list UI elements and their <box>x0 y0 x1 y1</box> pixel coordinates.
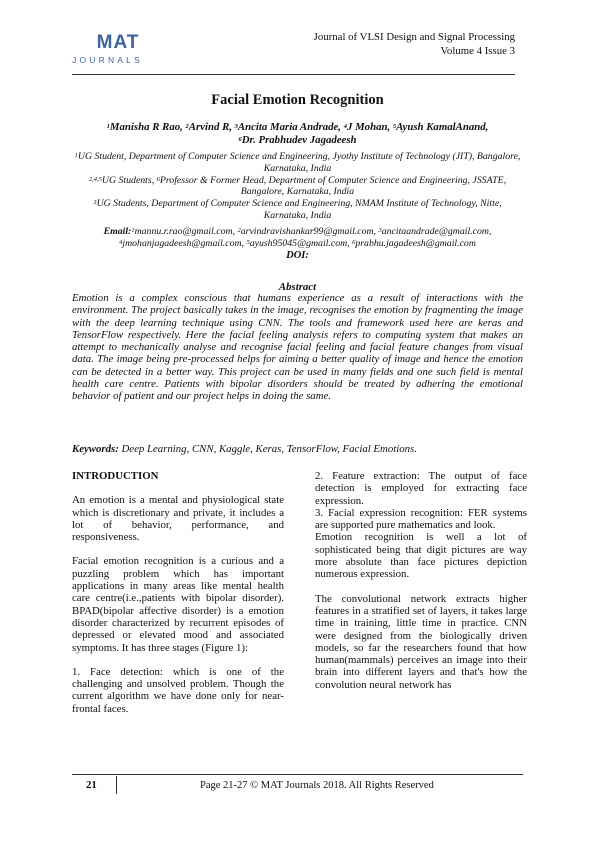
affiliation-text: Professor & Former Head, Department of Computer Science and Engineering, JSSATE, Bangalore, Karnataka, India <box>159 174 507 198</box>
author-name: Ayush KamalAnand, <box>396 121 489 133</box>
author-list <box>72 121 523 147</box>
author-sup: 6 <box>238 136 242 143</box>
author-name: Dr. Prabhudev Jagadeesh <box>241 134 357 146</box>
abstract-heading: Abstract <box>278 281 317 293</box>
affiliation-sup: 3 <box>93 199 97 207</box>
author-line-1 <box>72 121 523 134</box>
affiliation-sup: 1 <box>74 152 78 159</box>
footer-rule <box>72 774 523 775</box>
logo-mat-text: MAT <box>96 32 140 53</box>
affiliation-text: UG Student, Department of Computer Science and Engineering, Jyothy Institute of Technology (JIT), Bangalore, Karnataka, India <box>77 151 521 174</box>
email-sup: 4 <box>119 238 123 246</box>
author-name: J Mohan, <box>346 121 393 133</box>
email-address: jmohanjagadeesh@gmail.com, <box>122 237 247 249</box>
author-name: Arvind R, <box>188 121 235 133</box>
email-line-2 <box>72 238 523 250</box>
keywords-label: Keywords: <box>72 443 119 455</box>
affiliation-sup: 2,4,5 <box>88 175 102 183</box>
affiliation-text: UG Students, Department of Computer Science and Engineering, NMAM Institute of Technology, Nitte, Karnataka, India <box>96 198 502 221</box>
email-address: mannu.r.rao@gmail.com, <box>134 226 238 237</box>
affiliation-sup: 6 <box>156 175 160 183</box>
abstract-body: Emotion is a complex conscious that humans experience as a result of interactions with the environment. The project basically takes in the image, recognises the emotion by fragmenting the image with the deep learning technique using CNN. The tools and framework used here are keras and TensorFlow respectively. Here the facial feeling analysis refers to computing system that makes an attempt to mechanically analyse and recognise facial feeling and facial feature changes from visual data. The image being pre-processed helps for aiming a better quality of image and hence the emotion can be detected in a better way. This project can be used in many fields and one such field is mental health care centre. Patients with bipolar disorders should be treated by adhering the emotional behavior of patient and our project helps in doing the same. <box>72 292 523 403</box>
email-sup: 6 <box>352 238 356 246</box>
email-sup: 5 <box>246 238 250 246</box>
email-address: ayush95045@gmail.com, <box>249 237 353 249</box>
paragraph: An emotion is a mental and physiological state which is discretionary and private, it includes a lot of behavior, performance, and responsiveness. <box>72 494 284 544</box>
doi-label: DOI: <box>286 250 309 261</box>
author-name: Ancita Maria Andrade, <box>237 121 344 133</box>
email-line-1 <box>72 226 523 238</box>
author-sup: 3 <box>234 123 238 130</box>
email-label: Email: <box>103 226 132 237</box>
header-rule <box>72 74 515 75</box>
footer-divider <box>116 776 117 794</box>
paragraph: 3. Facial expression recognition: FER systems are supported pure mathematics and look. <box>315 506 527 532</box>
left-column <box>72 470 284 727</box>
author-sup: 1 <box>106 123 110 130</box>
author-sup: 2 <box>185 123 189 130</box>
paragraph: 2. Feature extraction: The output of face detection is employed for extracting face expression. <box>315 470 527 507</box>
affiliation <box>72 175 523 199</box>
author-sup: 4 <box>343 123 347 130</box>
email-sup: 1 <box>131 227 135 234</box>
section-heading: INTRODUCTION <box>72 470 159 482</box>
email-address: ancitaandrade@gmail.com, <box>381 226 492 237</box>
author-name: Manisha R Rao, <box>109 121 186 133</box>
footer-copyright: Page 21-27 © MAT Journals 2018. All Rights Reserved <box>200 780 434 791</box>
page-number: 21 <box>86 779 97 791</box>
paragraph: 1. Face detection: which is one of the challenging and unsolved problem. Though the current algorithm we have done only for near-frontal faces. <box>72 665 284 715</box>
affiliation <box>72 198 523 222</box>
journal-name: Journal of VLSI Design and Signal Processing <box>313 31 515 43</box>
paper-title: Facial Emotion Recognition <box>211 92 384 108</box>
logo-journals-text: JOURNALS <box>72 55 143 65</box>
paragraph: The convolutional network extracts higher features in a stratified set of layers, it takes large time in training, little time in practice. CNN were designed from the biologically driven models, so far the researchers found that how human(mammals) perceives an image into their brain into different layers and that's how the convolution neural network has <box>315 592 527 691</box>
affiliation-text: UG Students, <box>101 174 157 186</box>
author-sup: 5 <box>392 123 397 130</box>
keywords-text: Deep Learning, CNN, Kaggle, Keras, TensorFlow, Facial Emotions. <box>118 443 417 455</box>
email-address: prabhu.jagadeesh@gmail.com <box>355 237 476 249</box>
right-column <box>315 470 527 703</box>
paragraph: Facial emotion recognition is a curious and a puzzling problem which has important applications in many areas like mental health care centre(i.e.,patients with bipolar disorder). BPAD(bipolar affective disorder) is a emotion disorder characterized by recurrent episodes of depressed or elevated mood and associated symptoms. It has three stages (Figure 1): <box>72 555 284 654</box>
journal-logo <box>72 33 172 66</box>
email-sup: 3 <box>378 227 382 234</box>
paragraph: Emotion recognition is well a lot of sophisticated being that digit pictures are way more absolute than face pictures depiction numerous expression. <box>315 531 527 581</box>
affiliation <box>72 151 523 175</box>
email-block <box>72 226 523 250</box>
keywords <box>72 443 523 455</box>
author-line-2 <box>72 134 523 147</box>
journal-info <box>314 30 515 58</box>
email-address: arvindravishankar99@gmail.com, <box>240 226 379 237</box>
affiliations <box>72 151 523 222</box>
volume-issue: Volume 4 Issue 3 <box>440 45 515 57</box>
email-sup: 2 <box>237 227 241 234</box>
